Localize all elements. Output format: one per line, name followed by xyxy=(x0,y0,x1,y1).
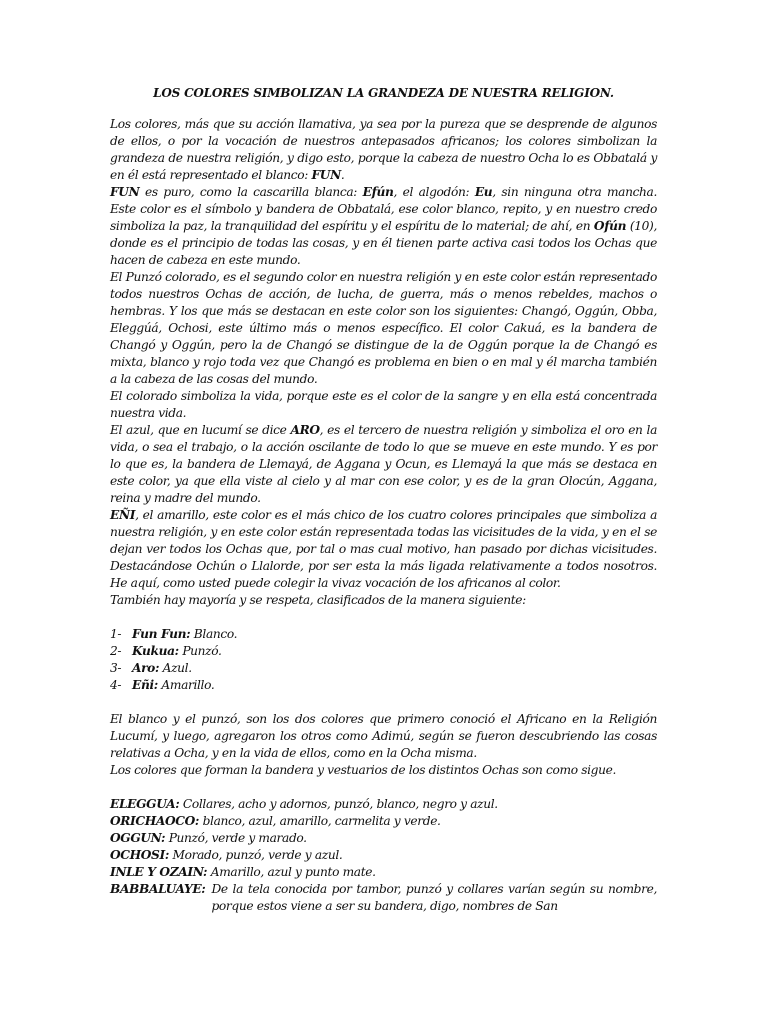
deity-name: OCHOSI: xyxy=(110,848,169,862)
list-value: Blanco. xyxy=(190,627,238,641)
deity-name: ORICHAOCO: xyxy=(110,814,200,828)
deity-line xyxy=(110,813,657,830)
list-number: 2- xyxy=(110,644,122,658)
p5-text-b: , es el tercero de nuestra religión y simboliza el oro en la vida, o sea el trabajo, o la acción oscilante de todo lo que se mueve en este mundo. Y es por lo que es, la bandera de Llemayá, de Aggana y Ocun, es Llemayá la que más se destaca en este color, ya que ella viste al cielo y al mar con ese color, y es de la gran Olocún, Aggana, reina y madre del mundo. xyxy=(110,423,657,505)
p2-text-d: (10), donde es el principio de todas las cosas, y en él tienen parte activa casi todos los Ochas que hacen de cabeza en este mundo. xyxy=(110,219,657,267)
p6-text: , el amarillo, este color es el más chico de los cuatro colores principales que simboliza a nuestra religión, y en este color están representada todas las vicisitudes de la vida, y en el se dejan ver todos los Ochas que, por tal o mas cual motivo, han pasado por dichas vicisitudes. Destacándose Ochún o Llalorde, por ser esta la más ligada relativamente a todos nosotros. He aquí, como usted puede colegir la vivaz vocación de los africanos al color. xyxy=(110,508,657,590)
deity-colors: Morado, punzó, verde y azul. xyxy=(169,848,343,862)
deity-name: INLE Y OZAIN: xyxy=(110,865,208,879)
p2-text-c: , sin ninguna otra mancha. Este color es el símbolo y bandera de Obbatalá, ese color blanco, repito, y en nuestro credo simboliza la paz, la tranquilidad del espíritu y el espíritu de lo material; de ahí, en xyxy=(110,185,657,233)
deity-line xyxy=(110,864,657,881)
spacer xyxy=(110,694,657,711)
deity-line xyxy=(110,830,657,847)
deity-line-babbaluaye xyxy=(110,881,657,915)
p2-ofun-term: Ofún xyxy=(593,219,627,233)
paragraph-1 xyxy=(110,116,657,184)
list-number: 3- xyxy=(110,661,122,675)
list-value: Azul. xyxy=(159,661,192,675)
deity-line xyxy=(110,796,657,813)
p5-text-a: El azul, que en lucumí se dice xyxy=(110,423,291,437)
p2-text-a: es puro, como la cascarilla blanca: xyxy=(139,185,363,199)
p2-fun-term: FUN xyxy=(110,185,140,199)
deity-colors: Amarillo, azul y punto mate. xyxy=(207,865,376,879)
p5-aro-term: ARO xyxy=(290,423,320,437)
list-number: 4- xyxy=(110,678,122,692)
p1-text: Los colores, más que su acción llamativa, ya sea por la pureza que se desprende de algunos de ellos, o por la vocación de nuestros antepasados africanos; los colores simbolizan la grandeza de nuestra religión, y digo esto, porque la cabeza de nuestro Ocha lo es Obbatalá y en él está representado el blanco: xyxy=(110,117,657,182)
p2-text-b: , el algodón: xyxy=(393,185,475,199)
document-page xyxy=(110,86,657,915)
list-term: Fun Fun: xyxy=(132,627,191,641)
list-value: Punzó. xyxy=(178,644,222,658)
p6-eni-term: EÑI xyxy=(110,508,136,522)
p2-eu-term: Eu xyxy=(474,185,493,199)
list-value: Amarillo. xyxy=(157,678,215,692)
list-item xyxy=(110,643,657,660)
p2-efun-term: Efún xyxy=(362,185,394,199)
deity-colors: Punzó, verde y marado. xyxy=(165,831,307,845)
list-term: Kukua: xyxy=(132,644,179,658)
paragraph-9: Los colores que forman la bandera y vestuarios de los distintos Ochas son como sigue. xyxy=(110,763,616,777)
list-number: 1- xyxy=(110,627,122,641)
deity-name: BABBALUAYE: xyxy=(110,882,206,896)
paragraph-2 xyxy=(110,184,657,269)
list-item xyxy=(110,677,657,694)
p1-end: . xyxy=(340,168,345,182)
spacer xyxy=(110,609,657,626)
deity-line xyxy=(110,847,657,864)
paragraph-8: El blanco y el punzó, son los dos colores que primero conoció el Africano en la Religión Lucumí, y luego, agregaron los otros como Adimú, según se fueron descubriendo las cosas relativas a Ocha, y en la vida de ellos, como en la Ocha misma. xyxy=(110,712,657,760)
paragraph-4: El colorado simboliza la vida, porque este es el color de la sangre y en ella está concentrada nuestra vida. xyxy=(110,389,657,420)
list-item xyxy=(110,660,657,677)
paragraph-7: También hay mayoría y se respeta, clasificados de la manera siguiente: xyxy=(110,593,526,607)
paragraph-6 xyxy=(110,507,657,592)
list-term: Eñi: xyxy=(132,678,158,692)
list-item xyxy=(110,626,657,643)
deity-name: OGGUN: xyxy=(110,831,166,845)
deity-colors: De la tela conocida por tambor, punzó y collares varían según su nombre, porque estos viene a ser su bandera, digo, nombres de San xyxy=(211,882,657,913)
list-term: Aro: xyxy=(132,661,160,675)
deity-colors: Collares, acho y adornos, punzó, blanco, negro y azul. xyxy=(179,797,498,811)
paragraph-5 xyxy=(110,422,657,507)
color-list xyxy=(110,626,657,694)
paragraph-3: El Punzó colorado, es el segundo color en nuestra religión y en este color están representado todos nuestros Ochas de acción, de lucha, de guerra, más o menos rebeldes, machos o hembras. Y los que más se destacan en este color son los siguientes: Changó, Oggún, Obba, Eleggúá, Ochosi, este último más o menos específico. El color Cakuá, es la bandera de Changó y Oggún, pero la de Changó se distingue de la de Oggún porque la de Changó es mixta, blanco y rojo toda vez que Changó es problema en bien o en mal y él marcha también a la cabeza de las cosas del mundo. xyxy=(110,270,657,386)
p1-fun-term: FUN xyxy=(311,168,341,182)
document-title: LOS COLORES SIMBOLIZAN LA GRANDEZA DE NUESTRA RELIGION. xyxy=(153,86,614,100)
deity-name: ELEGGUA: xyxy=(110,797,180,811)
deity-colors: blanco, azul, amarillo, carmelita y verde. xyxy=(199,814,441,828)
spacer xyxy=(110,779,657,796)
